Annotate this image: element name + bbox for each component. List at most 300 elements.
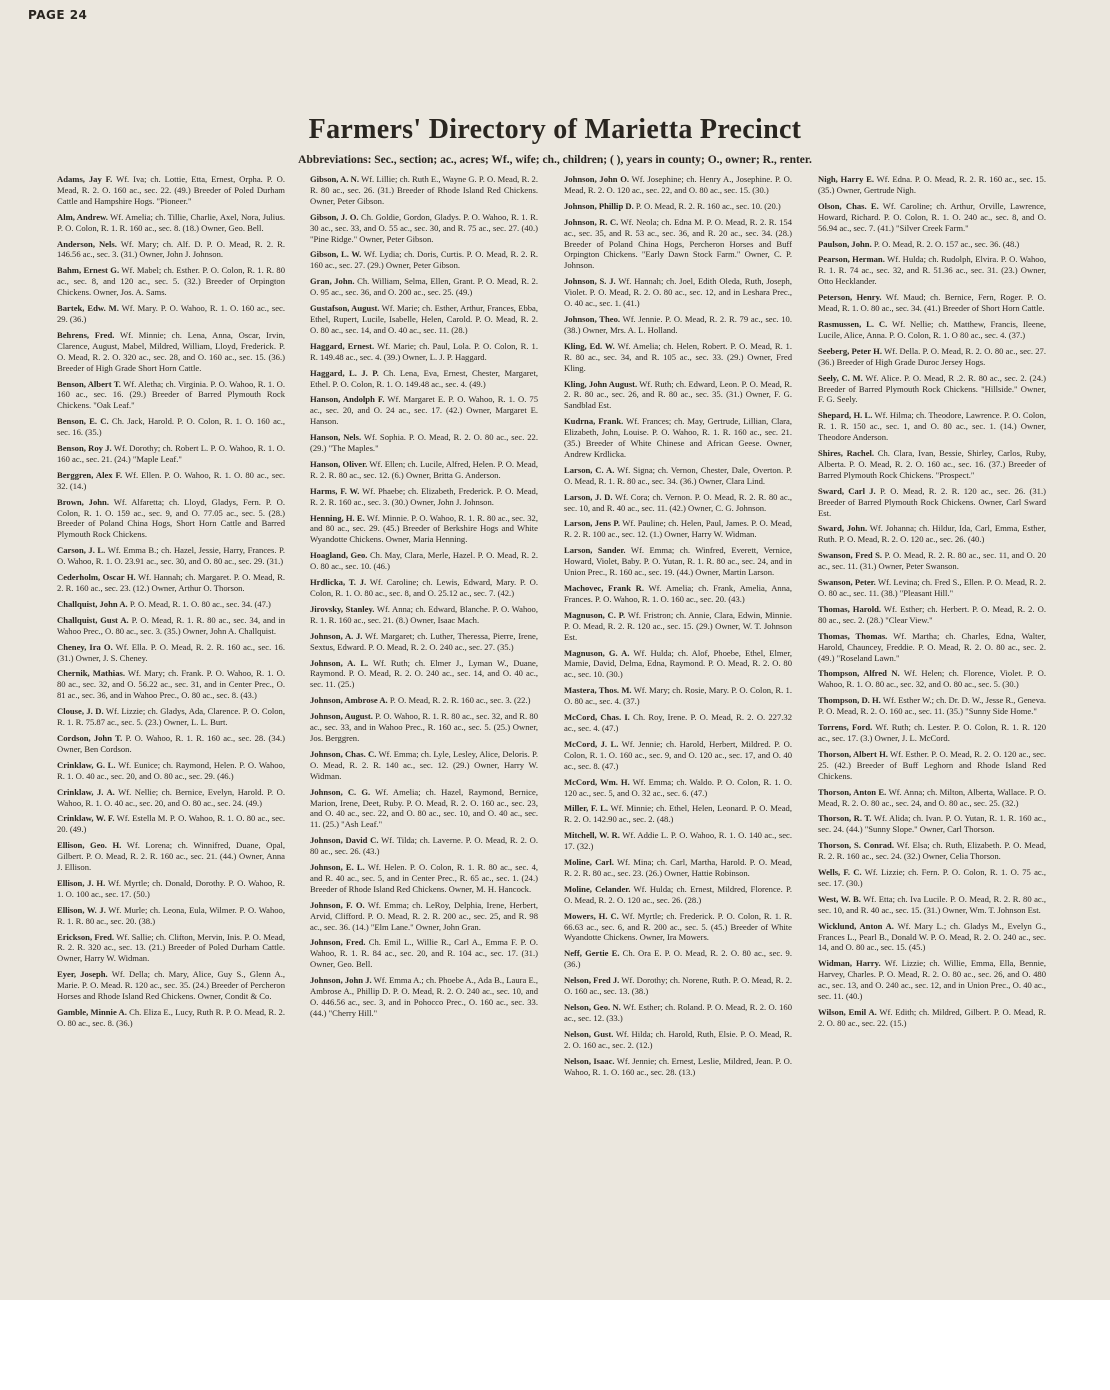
entry-details: P. O. Mead, R. 2. R. 80 ac., sec. 11, and O. 20 ac., sec. 11. (31.) Owner, Peter Swanson. bbox=[818, 550, 1046, 572]
directory-entry bbox=[564, 948, 792, 970]
entry-details: Wf. Emma; ch. Winfred, Everett, Vernice, Howard, Violet, Baby. P. O. Yutan, R. 1. R. 80 ac., sec. 24, and in Union Prec., R. 160 ac., sec. 19. (44.) Owner, Martin Larson. bbox=[564, 545, 793, 578]
entry-name: Alm, Andrew. bbox=[57, 211, 108, 222]
directory-entry bbox=[57, 760, 285, 782]
entry-name: Carson, J. L. bbox=[57, 545, 106, 556]
directory-entry bbox=[57, 932, 285, 965]
directory-entry bbox=[818, 254, 1046, 287]
entry-name: Benson, Roy J. bbox=[57, 443, 112, 454]
entry-name: Cederholm, Oscar H. bbox=[57, 572, 136, 583]
entry-name: Brown, John. bbox=[57, 496, 109, 507]
directory-entry bbox=[564, 276, 792, 309]
entry-name: Behrens, Fred. bbox=[57, 329, 115, 340]
entry-name: Johnson, R. C. bbox=[564, 216, 619, 227]
entry-name: Mastera, Thos. M. bbox=[564, 685, 632, 696]
directory-entry bbox=[57, 1007, 285, 1029]
entry-name: Hoagland, Geo. bbox=[310, 550, 368, 561]
directory-entry bbox=[564, 545, 792, 578]
directory-entry bbox=[310, 631, 538, 653]
entry-name: Hrdlicka, T. J. bbox=[310, 577, 367, 588]
directory-entry bbox=[818, 722, 1046, 744]
directory-column-2 bbox=[310, 174, 538, 1024]
entry-name: Nelson, Gust. bbox=[564, 1028, 614, 1039]
entry-details: Wf. Esther; ch. Roland. P. O. Mead, R. 2. O. 160 ac., sec. 12. (33.) bbox=[564, 1002, 792, 1023]
entry-details: Wf. Eunice; ch. Raymond, Helen. P. O. Wahoo, R. 1. O. 40 ac., sec. 20, and O. 80 ac., sec. 29. (46.) bbox=[57, 759, 285, 781]
directory-entry bbox=[818, 840, 1046, 862]
entry-details: Wf. Lillie; ch. Ruth E., Wayne G. P. O. Mead, R. 2. R. 80 ac., sec. 26. (31.) Breeder of Rhode Island Red Chickens. Owner, Peter Gibson. bbox=[310, 174, 538, 206]
entry-details: P. O. Mead, R. 1. R. 80 ac., sec. 34, and in Wahoo Prec., O. 80 ac., sec. 3. (35.) Owner, John A. Challquist. bbox=[57, 614, 286, 636]
entry-details: P. O. Mead, R. 2. R. 160 ac., sec. 3. (22.) bbox=[389, 695, 531, 706]
entry-name: Sward, Carl J. bbox=[818, 485, 876, 496]
entry-name: Johnson, David C. bbox=[310, 835, 379, 846]
entry-name: Thorson, Anton E. bbox=[818, 786, 887, 797]
entry-details: Wf. Amelia; ch. Helen, Robert. P. O. Mead, R. 1. R. 80 ac., sec. 34, and R. 105 ac., sec. 33. (29.) Owner, Fred Kling. bbox=[564, 340, 792, 373]
entry-details: Wf. Anna; ch. Milton, Alberta, Wallace. P. O. Mead, R. 2. O. 80 ac., sec. 24, and O. 80 ac., sec. 25. (32.) bbox=[818, 786, 1046, 808]
entry-details: Wf. Elsa; ch. Ruth, Elizabeth. P. O. Mead, R. 2. R. 160 ac., sec. 24. (32.) Owner, Celia Thorson. bbox=[818, 840, 1046, 862]
entry-details: Wf. Johanna; ch. Hildur, Ida, Carl, Emma, Esther, Ruth. P. O. Mead, R. 2. O. 120 ac., sec. 26. (40.) bbox=[818, 523, 1046, 545]
directory-entry bbox=[818, 668, 1046, 690]
directory-column-4 bbox=[818, 174, 1046, 1034]
entry-details: Wf. Iva; ch. Lottie, Etta, Ernest, Orpha. P. O. Mead, R. 2. O. 160 ac., sec. 22. (49.) Breeder of Poled Durham Cattle and Hampshire Hogs. "Pioneer." bbox=[57, 174, 285, 206]
entry-details: Wf. Esther; ch. Herbert. P. O. Mead, R. 2. O. 80 ac., sec. 2. (28.) "Clear View." bbox=[818, 603, 1046, 625]
entry-details: Ch. Eliza E., Lucy, Ruth R. P. O. Mead, R. 2. O. 80 ac., sec. 8. (36.) bbox=[57, 1007, 285, 1028]
entry-details: Wf. Amelia; ch. Frank, Amelia, Anna, Frances. P. O. Wahoo, R. 1. O. 160 ac., sec. 20. (43.) bbox=[564, 583, 792, 604]
entry-name: Neff, Gertie E. bbox=[564, 948, 620, 959]
directory-entry bbox=[818, 1007, 1046, 1029]
entry-details: Wf. Murle; ch. Leona, Eula, Wilmer. P. O. Wahoo, R. 1. R. 80 ac., sec. 20. (38.) bbox=[57, 904, 285, 926]
entry-details: Wf. Mary; ch. Rosie, Mary. P. O. Colon, R. 1. O. 80 ac., sec. 4. (37.) bbox=[564, 685, 793, 707]
entry-details: Wf. Cora; ch. Vernon. P. O. Mead, R. 2. R. 80 ac., sec. 10, and R. 40 ac., sec. 11. (42.) Owner, C. G. Johnson. bbox=[564, 491, 792, 513]
directory-entry bbox=[310, 862, 538, 895]
entry-details: Wf. Ella. P. O. Mead, R. 2. R. 160 ac., sec. 16. (31.) Owner, J. S. Cheney. bbox=[57, 641, 286, 663]
entry-details: P. O. Mead, R. 2. O. 157 ac., sec. 36. (48.) bbox=[873, 238, 1020, 249]
entry-details: Wf. Frances; ch. May, Gertrude, Lillian, Clara, Elizabeth, John, Louise. P. O. Wahoo, R. 1. R. 160 ac., sec. 21. (35.) Breeder of White Chinese and African Geese. Owner, Andrew Krdlicka. bbox=[564, 416, 793, 459]
entry-details: Wf. Jennie; ch. Harold, Herbert, Mildred. P. O. Colon, R. 1. O. 160 ac., sec. 9, and O. 120 ac., sec. 17, and O. 40 ac., sec. 8. (47.) bbox=[564, 738, 792, 771]
entry-details: Wf. Ruth; ch. Edward, Leon. P. O. Mead, R. 2. R. 80 ac., sec. 26, and R. 80 ac., sec. 35. (31.) Owner, F. G. Sandblad Est. bbox=[564, 378, 793, 411]
entry-name: West, W. B. bbox=[818, 893, 861, 904]
entry-details: Wf. Alida; ch. Ivan. P. O. Yutan, R. 1. R. 160 ac., sec. 24. (44.) "Sunny Slope." Owner, Carl Thorson. bbox=[818, 813, 1046, 835]
directory-entry bbox=[57, 969, 285, 1002]
entry-details: Wf. Hulda; ch. Alof, Phoebe, Ethel, Elmer, Mamie, David, Delma, Edna, Raymond. P. O. Mead, R. 2. O. 80 ac., sec. 10. (30.) bbox=[564, 647, 793, 680]
entry-details: Wf. Ellen; ch. Lucile, Alfred, Helen. P. O. Mead, R. 2. R. 80 ac., sec. 12. (6.) Owner, Britta G. Anderson. bbox=[310, 458, 538, 480]
directory-entry bbox=[564, 416, 792, 460]
entry-name: Thomas, Thomas. bbox=[818, 630, 888, 641]
entry-details: Wf. Esther W.; ch. Dr. D. W., Jesse R., Geneva. P. O. Mead, R. 2. O. 160 ac., sec. 11. (35.) "Sunny Side Home." bbox=[818, 695, 1047, 717]
entry-details: Wf. Signa; ch. Vernon, Chester, Dale, Overton. P. O. Mead, R. 1. R. 80 ac., sec. 34. (36.) Owner, Clara Lind. bbox=[564, 464, 792, 486]
entry-details: Wf. Margaret; ch. Luther, Theressa, Pierre, Irene, Sextus, Edward. P. O. Mead, R. 2. O. 240 ac., sec. 27. (35.) bbox=[310, 630, 538, 652]
entry-details: Wf. Emma; ch. Lyle, Lesley, Alice, Deloris. P. O. Mead, R. 2. R. 140 ac., sec. 12. (29.) Owner, Harry W. Widman. bbox=[310, 748, 538, 781]
directory-entry bbox=[310, 486, 538, 508]
entry-details: Wf. Alice. P. O. Mead, R .2. R. 80 ac., sec. 2. (24.) Breeder of Barred Plymouth Rock Chickens. "Hillside." Owner, F. G. Seely. bbox=[818, 372, 1046, 405]
entry-details: Wf. Mary. P. O. Wahoo, R. 1. O. 160 ac., sec. 29. (36.) bbox=[57, 303, 285, 324]
directory-entry bbox=[57, 878, 285, 900]
entry-name: Widman, Harry. bbox=[818, 958, 881, 969]
entry-name: Jirovsky, Stanley. bbox=[310, 603, 375, 614]
entry-name: Miller, F. L. bbox=[564, 803, 609, 814]
directory-entry bbox=[310, 658, 538, 691]
entry-name: Olson, Chas. E. bbox=[818, 200, 879, 211]
entry-name: Eyer, Joseph. bbox=[57, 969, 108, 980]
entry-details: Wf. Estella M. P. O. Wahoo, R. 1. O. 80 ac., sec. 20. (49.) bbox=[57, 813, 285, 835]
directory-entry bbox=[564, 884, 792, 906]
directory-entry bbox=[57, 642, 285, 664]
entry-details: Wf. Mabel; ch. Esther. P. O. Colon, R. 1. R. 80 ac., sec. 8, and 120 ac., sec. 5. (32.) Breeder of Orpington Chickens. Owner, Jos. A. Sams. bbox=[57, 265, 286, 298]
directory-entry bbox=[57, 497, 285, 541]
entry-name: Seeberg, Peter H. bbox=[818, 345, 883, 356]
directory-entry bbox=[310, 513, 538, 546]
entry-details: Wf. Mina; ch. Carl, Martha, Harold. P. O. Mead, R. 2. R. 80 ac., sec. 23. (26.) Owner, Hattie Robinson. bbox=[564, 857, 792, 878]
entry-details: Ch. Roy, Irene. P. O. Mead, R. 2. O. 227.32 ac., sec. 4. (47.) bbox=[564, 712, 792, 733]
directory-column-3 bbox=[564, 174, 792, 1082]
entry-name: McCord, J. L. bbox=[564, 738, 619, 749]
entry-details: Wf. Alfaretta; ch. Lloyd, Gladys, Fern. P. O. Colon, R. 1. O. 159 ac., sec. 9, and O. 77.05 ac., sec. 5. (28.) Breeder of Poland China Hogs, Short Horn Cattle and Barred Plymouth Rock Chickens. bbox=[57, 496, 285, 540]
entry-details: Wf. Minnie; ch. Lena, Anna, Oscar, Irvin, Clarence, August, Mabel, Mildred, William, Lloyd, Frederick. P. O. Mead, R. 2. O. 320 ac., sec. 28, and O. 160 ac., sec. 15. (36.) Breeder of High Grade Short Horn Cattle. bbox=[57, 329, 286, 373]
entry-details: Ch. Clara, Ivan, Bessie, Shirley, Carlos, Ruby, Alberta. P. O. Mead, R. 2. O. 160 ac., sec. 16. (37.) Breeder of Barred Plymouth Rock Chickens. "Prospect." bbox=[818, 448, 1046, 480]
directory-entry bbox=[564, 610, 792, 643]
entry-name: Wicklund, Anton A. bbox=[818, 920, 894, 931]
entry-name: Moline, Carl. bbox=[564, 857, 614, 868]
directory-entry bbox=[564, 830, 792, 852]
directory-entry bbox=[818, 486, 1046, 519]
entry-name: Larson, Jens P. bbox=[564, 518, 620, 529]
entry-name: Kudrna, Frank. bbox=[564, 416, 624, 427]
entry-name: Johnson, E. L. bbox=[310, 862, 365, 873]
entry-details: Wf. Phaebe; ch. Elizabeth, Frederick. P. O. Mead, R. 2. R. 160 ac., sec. 3. (30.) Owner, John J. Johnson. bbox=[310, 485, 539, 507]
directory-entry bbox=[310, 937, 538, 970]
entry-name: Moline, Celander. bbox=[564, 883, 631, 894]
entry-details: Wf. Addie L. P. O. Wahoo, R. 1. O. 140 ac., sec. 17. (32.) bbox=[564, 830, 792, 852]
entry-name: Larson, Sander. bbox=[564, 545, 626, 556]
entry-details: Wf. Jennie. P. O. Mead, R. 2. R. 79 ac., sec. 10. (38.) Owner, Mrs. A. L. Holland. bbox=[564, 313, 792, 335]
directory-entry bbox=[57, 706, 285, 728]
directory-entry bbox=[818, 523, 1046, 545]
directory-entry bbox=[564, 518, 792, 540]
directory-entry bbox=[564, 1029, 792, 1051]
entry-name: Magnuson, C. P. bbox=[564, 609, 626, 620]
entry-details: Wf. Hilda; ch. Harold, Ruth, Elsie. P. O. Mead, R. 2. O. 160 ac., sec. 2. (12.) bbox=[564, 1028, 793, 1050]
entry-name: Rasmussen, L. C. bbox=[818, 318, 888, 329]
entry-name: Bartek, Edw. M. bbox=[57, 303, 119, 314]
entry-name: Johnson, A. J. bbox=[310, 630, 363, 641]
entry-details: Wf. Marie; ch. Paul, Lola. P. O. Colon, R. 1. R. 149.48 ac., sec. 4. (39.) Owner, L. J. P. Haggard. bbox=[310, 340, 538, 362]
entry-name: Seely, C. M. bbox=[818, 372, 863, 383]
entry-name: Haggard, Ernest. bbox=[310, 340, 375, 351]
directory-entry bbox=[57, 265, 285, 298]
directory-entry bbox=[564, 583, 792, 605]
directory-entry bbox=[310, 711, 538, 744]
directory-entry bbox=[57, 379, 285, 412]
entry-name: Johnson, Fred. bbox=[310, 937, 366, 948]
entry-details: Wf. Neola; ch. Edna M. P. O. Mead, R. 2. R. 154 ac., sec. 35, and R. 53 ac., sec. 36, and R. 20 ac., sec. 34. (28.) Breeder of Poland China Hogs, Percheron Horses and Buff Orpington Chickens. "Early Dawn Stock Farm." Owner, C. P. Johnson. bbox=[564, 216, 792, 271]
entry-name: Paulson, John. bbox=[818, 238, 872, 249]
entry-details: Wf. Mary; ch. Alf. D. P. O. Mead, R. 2. R. 146.56 ac., sec. 3. (31.) Owner, John J. Johnson. bbox=[57, 238, 285, 260]
entry-name: Erickson, Fred. bbox=[57, 931, 115, 942]
directory-entry bbox=[818, 695, 1046, 717]
entry-name: Gibson, A. N. bbox=[310, 174, 360, 184]
directory-entry bbox=[57, 733, 285, 755]
directory-entry bbox=[310, 341, 538, 363]
entry-name: Peterson, Henry. bbox=[818, 292, 882, 303]
entry-name: Mowers, H. C. bbox=[564, 910, 619, 921]
directory-entry bbox=[564, 379, 792, 412]
directory-entry bbox=[310, 459, 538, 481]
directory-entry bbox=[310, 394, 538, 427]
entry-details: Ch. William, Selma, Ellen, Grant. P. O. Mead, R. 2. O. 95 ac., sec. 36, and O. 200 ac., sec. 25. (49.) bbox=[310, 276, 538, 298]
entry-name: Swanson, Fred S. bbox=[818, 550, 883, 561]
entry-name: Thorson, S. Conrad. bbox=[818, 840, 894, 851]
entry-details: Wf. Hulda; ch. Rudolph, Elvira. P. O. Wahoo, R. 1. R. 74 ac., sec. 32, and R. 51.36 ac., sec. 31. (23.) Owner, Otto Hecklander. bbox=[818, 254, 1046, 287]
directory-entry bbox=[310, 577, 538, 599]
directory-entry bbox=[57, 668, 285, 701]
entry-details: Wf. Mary; ch. Frank. P. O. Wahoo, R. 1. O. 80 ac., sec. 32, and O. 56.22 ac., sec. 31, and in Center Prec., O. 81 ac., sec. 36, and in Wahoo Prec., O. 80 ac., sec. 8. (43.) bbox=[57, 668, 285, 701]
directory-entry bbox=[818, 410, 1046, 443]
directory-entry bbox=[564, 803, 792, 825]
entry-name: Larson, J. D. bbox=[564, 491, 613, 502]
directory-entry bbox=[564, 314, 792, 336]
entry-name: Gibson, J. O. bbox=[310, 211, 359, 222]
directory-entry bbox=[57, 840, 285, 873]
entry-details: Wf. Etta; ch. Iva Lucile. P. O. Mead, R. 2. R. 80 ac., sec. 10, and R. 40 ac., sec. 15. (31.) Owner, Wm. T. Johnson Est. bbox=[818, 893, 1047, 915]
entry-details: Wf. Dorothy; ch. Robert L. P. O. Wahoo, R. 1. O. 160 ac., sec. 21. (24.) "Maple Leaf." bbox=[57, 443, 286, 464]
directory-entry bbox=[564, 712, 792, 734]
directory-entry bbox=[818, 550, 1046, 572]
entry-details: Wf. Hulda; ch. Ernest, Mildred, Florence. P. O. Mead, R. 2. O. 120 ac., sec. 26. (28.) bbox=[564, 883, 792, 905]
abbreviations-line: Abbreviations: Sec., section; ac., acres; Wf., wife; ch., children; ( ), years in county; O., owner; R., renter. bbox=[298, 154, 812, 166]
entry-name: Benson, Albert T. bbox=[57, 378, 121, 389]
entry-details: Ch. May, Clara, Merle, Hazel. P. O. Mead, R. 2. O. 80 ac., sec. 10. (46.) bbox=[310, 550, 538, 572]
entry-name: Ellison, W. J. bbox=[57, 904, 106, 915]
entry-details: Wf. Lizzie; ch. Gladys, Ada, Clarence. P. O. Colon, R. 1. R. 75.87 ac., sec. 5. (23.) Owner, L. L. Burt. bbox=[57, 706, 285, 728]
entry-name: Gran, John. bbox=[310, 276, 355, 287]
directory-entry bbox=[818, 867, 1046, 889]
directory-entry bbox=[57, 545, 285, 567]
entry-details: Wf. Marie; ch. Esther, Arthur, Frances, Ebba, Ethel, Rupert, Lucile, Isabelle, Helen, Carold. P. O. Mead, R. 2. O. 80 ac., sec. 14, and O. 40 ac., sec. 11. (28.) bbox=[310, 303, 538, 335]
entry-details: Wf. Amelia; ch. Hazel, Raymond, Bernice, Marion, Irene, Deet, Ruby. P. O. Mead, R. 2. O. 160 ac., sec. 23, and O. 40 ac., sec. 22, and O. 80 ac., sec. 10, and O. 40 ac., sec. 11. (25.) "Ash Leaf." bbox=[310, 786, 539, 830]
entry-details: Wf. Mary L.; ch. Gladys M., Evelyn G., Frances L., Pearl B., Donald W. P. O. Mead, R. 2. O. 240 ac., sec. 14, and O. 80 ac., sec. 15. (45.) bbox=[818, 920, 1047, 953]
entry-details: Wf. Josephine; ch. Henry A., Josephine. P. O. Mead, R. 2. O. 120 ac., sec. 22, and O. 80 ac., sec. 15. (30.) bbox=[564, 174, 792, 195]
directory-entry bbox=[564, 1002, 792, 1024]
directory-entry bbox=[310, 550, 538, 572]
entry-name: Johnson, C. G. bbox=[310, 786, 371, 797]
directory-entry bbox=[310, 212, 538, 245]
entry-details: Ch. Jack, Harold. P. O. Colon, R. 1. O. 160 ac., sec. 16. (35.) bbox=[57, 416, 286, 438]
directory-entry bbox=[57, 303, 285, 325]
entry-name: Kling, John August. bbox=[564, 378, 638, 389]
entry-name: Nigh, Harry E. bbox=[818, 174, 874, 184]
entry-details: Wf. Fristron; ch. Annie, Clara, Edwin, Minnie. P. O. Mead, R. 2. R. 120 ac., sec. 15. (29.) Owner, W. T. Johnson Est. bbox=[564, 609, 793, 642]
directory-entry bbox=[310, 432, 538, 454]
directory-entry bbox=[57, 572, 285, 594]
entry-name: Johnson, F. O. bbox=[310, 899, 365, 910]
directory-entry bbox=[564, 911, 792, 944]
entry-details: Ch. Emil L., Willie R., Carl A., Emma F. P. O. Wahoo, R. 1. R. 84 ac., sec. 20, and R. 104 ac., sec. 17. (31.) Owner, Geo. Bell. bbox=[310, 937, 538, 970]
directory-entry bbox=[564, 685, 792, 707]
entry-details: Ch. Lena, Eva, Ernest, Chester, Margaret, Ethel. P. O. Colon, R. 1. O. 149.48 ac., sec. 4. (49.) bbox=[310, 367, 538, 389]
directory-entry bbox=[310, 174, 538, 207]
entry-details: Wf. Martha; ch. Charles, Edna, Walter, Harold, Chauncey, Freddie. P. O. Mead, R. 2. O. 80 ac., sec. 2. (49.) "Roseland Lawn." bbox=[818, 630, 1046, 663]
directory-entry bbox=[57, 813, 285, 835]
entry-details: P. O. Wahoo, R. 1. R. 80 ac., sec. 32, and R. 80 ac., sec. 33, and in Wahoo Prec., R. 160 ac., sec. 5. (25.) Owner, Jos. Berggren. bbox=[310, 711, 539, 743]
entry-name: Clouse, J. D. bbox=[57, 706, 104, 717]
directory-entry bbox=[310, 604, 538, 626]
entry-details: Wf. Esther. P. O. Mead, R. 2. O. 120 ac., sec. 25. (42.) Breeder of Buff Leghorn and Rhode Island Red Chickens. bbox=[818, 748, 1047, 781]
page-title: Farmers' Directory of Marietta Precinct bbox=[308, 114, 802, 145]
entry-details: Wf. Maud; ch. Bernice, Fern, Roger. P. O. Mead, R. 1. O. 80 ac., sec. 34. (41.) Breeder of Short Horn Cattle. bbox=[818, 292, 1046, 314]
directory-entry bbox=[818, 346, 1046, 368]
entry-name: Machovec, Frank R. bbox=[564, 583, 645, 593]
entry-details: Wf. Amelia; ch. Tillie, Charlie, Axel, Nora, Julius. P. O. Colon, R. 1. R. 160 ac., sec. 8. (18.) Owner, Geo. Bell. bbox=[57, 211, 285, 233]
directory-entry bbox=[818, 749, 1046, 782]
entry-name: Torrens, Ford. bbox=[818, 722, 873, 733]
entry-name: Gamble, Minnie A. bbox=[57, 1007, 127, 1017]
entry-name: Thorson, R. T. bbox=[818, 813, 872, 824]
entry-details: Wf. Helen; ch. Florence, Violet. P. O. Wahoo, R. 1. O. 80 ac., sec. 32, and O. 80 ac., sec. 5. (30.) bbox=[818, 668, 1046, 690]
entry-name: Crinklaw, W. F. bbox=[57, 813, 115, 824]
directory-entry bbox=[818, 787, 1046, 809]
entry-name: Chernik, Mathias. bbox=[57, 668, 125, 679]
entry-details: Wf. Edith; ch. Mildred, Gilbert. P. O. Mead, R. 2. O. 80 ac., sec. 22. (15.) bbox=[818, 1007, 1046, 1028]
directory-entry bbox=[57, 787, 285, 809]
directory-entry bbox=[57, 239, 285, 261]
directory-entry bbox=[310, 303, 538, 336]
entry-name: Nelson, Geo. N. bbox=[564, 1002, 621, 1012]
entry-details: Wf. Minnie. P. O. Wahoo, R. 1. R. 80 ac., sec. 32, and 80 ac., sec. 29. (45.) Breeder of Berkshire Hogs and White Wyandotte Chickens. Owner, Maria Henning. bbox=[310, 512, 538, 545]
entry-name: Johnson, Ambrose A. bbox=[310, 695, 388, 706]
entry-details: Wf. Caroline; ch. Arthur, Orville, Lawrence, Howard, Richard. P. O. Colon, R. 1. O. 240 ac., sec. 8, and O. 56.94 ac., sec. 7. (41.) "Silver Creek Farm." bbox=[818, 200, 1046, 233]
entry-details: Wf. Lizzie; ch. Fern. P. O. Colon, R. 1. O. 75 ac., sec. 17. (30.) bbox=[818, 867, 1046, 888]
entry-name: Ellison, Geo. H. bbox=[57, 840, 122, 851]
entry-name: Hanson, Andolph F. bbox=[310, 394, 385, 405]
directory-entry bbox=[564, 465, 792, 487]
directory-entry bbox=[310, 900, 538, 933]
entry-details: Wf. Margaret E. P. O. Wahoo, R. 1. O. 75 ac., sec. 20, and O. 24 ac., sec. 17. (42.) Owner, Margaret E. Hanson. bbox=[310, 394, 538, 427]
directory-entry bbox=[818, 958, 1046, 1002]
directory-entry bbox=[57, 174, 285, 207]
entry-details: Wf. Aletha; ch. Virginia. P. O. Wahoo, R. 1. O. 160 ac., sec. 16. (29.) Breeder of Barred Plymouth Rock Chickens. "Oak Leaf." bbox=[57, 378, 285, 411]
entry-name: Johnson, Phillip D. bbox=[564, 200, 634, 211]
entry-name: Mitchell, W. R. bbox=[564, 830, 620, 841]
entry-details: Wf. Lorena; ch. Winnifred, Duane, Opal, Gilbert. P. O. Mead, R. 2. R. 160 ac., sec. 21. (44.) Owner, Anna J. Ellison. bbox=[57, 840, 285, 873]
directory-entry bbox=[564, 174, 792, 196]
entry-name: Johnson, S. J. bbox=[564, 276, 616, 287]
entry-details: Ch. Ora E. P. O. Mead, R. 2. O. 80 ac., sec. 9. (36.) bbox=[564, 948, 792, 970]
entry-name: Shepard, H. L. bbox=[818, 410, 873, 421]
entry-details: Wf. Lizzie; ch. Willie, Emma, Ella, Bennie, Harvey, Charles. P. O. Mead, R. 2. O. 80 ac., sec. 26, and O. 480 ac., sec. 13, and O. 240 ac., sec. 12, and in Union Prec., O. 40 ac., sec. 11. (40.) bbox=[818, 958, 1047, 1002]
directory-entry bbox=[564, 975, 792, 997]
entry-details: Ch. Goldie, Gordon, Gladys. P. O. Wahoo, R. 1. R. 30 ac., sec. 33, and O. 55 ac., sec. 30, and R. 75 ac., sec. 27. (40.) "Pine Ridge." Owner, Peter Gibson. bbox=[310, 211, 538, 244]
entry-name: Anderson, Nels. bbox=[57, 238, 117, 249]
entry-name: Pearson, Herman. bbox=[818, 254, 885, 265]
entry-name: Sward, John. bbox=[818, 523, 868, 534]
entry-name: Thompson, Alfred N. bbox=[818, 668, 900, 679]
entry-name: Cheney, Ira O. bbox=[57, 641, 113, 652]
entry-details: Wf. Minnie; ch. Ethel, Helen, Leonard. P. O. Mead, R. 2. O. 142.90 ac., sec. 2. (48.) bbox=[564, 803, 792, 825]
directory-entry bbox=[564, 201, 792, 212]
directory-entry bbox=[57, 443, 285, 465]
entry-details: Wf. Della; ch. Mary, Alice, Guy S., Glenn A., Marie. P. O. Mead. R. 120 ac., sec. 35. (24.) Breeder of Percheron Horses and Rhode Island Red Chickens. Owner, Condit & Co. bbox=[57, 969, 286, 1002]
directory-entry bbox=[818, 319, 1046, 341]
directory-entry bbox=[564, 492, 792, 514]
entry-details: Wf. Caroline; ch. Lewis, Edward, Mary. P. O. Colon, R. 1. O. 80 ac., sec. 8, and O. 25.12 ac., sec. 7. (42.) bbox=[310, 577, 538, 598]
directory-entry bbox=[310, 249, 538, 271]
entry-details: Wf. Myrtle; ch. Donald, Dorothy. P. O. Wahoo, R. 1. O. 100 ac., sec. 17. (50.) bbox=[57, 877, 285, 899]
directory-entry bbox=[57, 416, 285, 438]
entry-details: P. O. Wahoo, R. 1. R. 160 ac., sec. 28. (34.) Owner, Ben Cordson. bbox=[57, 732, 286, 754]
entry-name: Challquist, John A. bbox=[57, 598, 128, 609]
entry-name: Gustafson, August. bbox=[310, 303, 380, 314]
directory-entry bbox=[818, 239, 1046, 250]
entry-name: Johnson, Theo. bbox=[564, 313, 621, 324]
entry-name: Berggren, Alex F. bbox=[57, 469, 123, 480]
entry-details: Wf. Emma; ch. Waldo. P. O. Colon, R. 1. O. 120 ac., sec. 5, and O. 32 ac., sec. 6. (47.) bbox=[564, 776, 793, 798]
page-number: PAGE 24 bbox=[28, 8, 88, 22]
entry-name: Gibson, L. W. bbox=[310, 249, 362, 260]
entry-name: Johnson, Chas. C. bbox=[310, 748, 377, 759]
entry-details: P. O. Mead, R. 2. R. 120 ac., sec. 26. (31.) Breeder of Barred Plymouth Rock Chickens. Owner, Carl Sward Est. bbox=[818, 485, 1046, 518]
entry-details: P. O. Mead, R. 2. R. 160 ac., sec. 10. (20.) bbox=[635, 200, 781, 211]
entry-name: Kling, Ed. W. bbox=[564, 340, 615, 351]
entry-name: Nelson, Isaac. bbox=[564, 1055, 615, 1066]
entry-name: Hanson, Oliver. bbox=[310, 458, 368, 469]
entry-details: Wf. Myrtle; ch. Frederick. P. O. Colon, R. 1. R. 66.63 ac., sec. 6, and R. 200 ac., sec. 5. (45.) Breeder of White Wyandotte Chickens. Owner, Ira Mowers. bbox=[564, 910, 792, 943]
entry-details: Wf. Pauline; ch. Helen, Paul, James. P. O. Mead, R. 2. R. 100 ac., sec. 12. (1.) Owner, Harry W. Widman. bbox=[564, 518, 792, 540]
entry-name: Wilson, Emil A. bbox=[818, 1007, 877, 1017]
entry-details: Wf. Lydia; ch. Doris, Curtis. P. O. Mead, R. 2. R. 160 ac., sec. 27. (29.) Owner, Peter Gibson. bbox=[310, 249, 538, 271]
directory-entry bbox=[818, 373, 1046, 406]
directory-entry bbox=[310, 787, 538, 831]
entry-name: McCord, Wm. H. bbox=[564, 776, 630, 787]
entry-details: Wf. Ruth; ch. Lester. P. O. Colon, R. 1. R. 120 ac., sec. 17. (3.) Owner, J. L. McCord. bbox=[818, 722, 1046, 743]
directory-entry bbox=[818, 201, 1046, 234]
entry-details: Wf. Helen. P. O. Colon, R. 1. R. 80 ac., sec. 4, and R. 40 ac., sec. 5, and in Center Prec., R. 65 ac., sec. 1. (24.) Breeder of Rhode Island Red Chickens. Owner, M. H. Hancock. bbox=[310, 862, 539, 894]
directory-entry bbox=[310, 368, 538, 390]
entry-name: Challquist, Gust A. bbox=[57, 614, 129, 625]
entry-details: Wf. Dorothy; ch. Norene, Ruth. P. O. Mead, R. 2. O. 160 ac., sec. 13. (38.) bbox=[564, 975, 792, 997]
directory-entry bbox=[310, 835, 538, 857]
directory-entry bbox=[818, 292, 1046, 314]
directory-entry bbox=[818, 921, 1046, 954]
entry-name: Hanson, Nels. bbox=[310, 432, 362, 443]
entry-details: Wf. Hilma; ch. Theodore, Lawrence. P. O. Colon, R. 1. R. 150 ac., sec. 1, and O. 80 ac., sec. 1. (14.) Owner, Theodore Anderson. bbox=[818, 410, 1047, 443]
directory-entry bbox=[564, 777, 792, 799]
entry-details: Wf. Ellen. P. O. Wahoo, R. 1. O. 80 ac., sec. 32. (14.) bbox=[57, 469, 285, 491]
directory-entry bbox=[818, 813, 1046, 835]
entry-details: Wf. Nellie; ch. Matthew, Francis, Ileene, Lucile, Alice, Anna. P. O. Colon, R. 1. O 80 ac., sec. 4. (37.) bbox=[818, 318, 1047, 340]
entry-name: Thorson, Albert H. bbox=[818, 748, 888, 759]
directory-entry bbox=[564, 1056, 792, 1078]
entry-name: Cordson, John T. bbox=[57, 732, 123, 743]
entry-details: Wf. Emma A.; ch. Phoebe A., Ada B., Laura E., Ambrose A., Phillip D. P. O. Mead, R. 2. O. 240 ac., sec. 10, and O. 446.56 ac., sec. 3, and in Pohocco Prec., O. 160 ac., sec. 33. (44.) "Cherry Hill." bbox=[310, 975, 538, 1018]
directory-entry bbox=[818, 604, 1046, 626]
directory-entry bbox=[818, 631, 1046, 664]
directory-entry bbox=[818, 448, 1046, 481]
entry-details: Wf. Emma B.; ch. Hazel, Jessie, Harry, Frances. P. O. Wahoo, R. 1. O. 23.91 ac., sec. 30, and O. 80 ac., sec. 29. (31.) bbox=[57, 545, 285, 567]
directory-entry bbox=[310, 695, 538, 706]
entry-name: Crinklaw, G. L. bbox=[57, 759, 116, 770]
entry-details: Wf. Della. P. O. Mead, R. 2. O. 80 ac., sec. 27. (36.) Breeder of High Grade Duroc Jersey Hogs. bbox=[818, 345, 1046, 367]
entry-details: P. O. Mead, R. 1. O. 80 ac., sec. 34. (47.) bbox=[129, 598, 271, 609]
directory-entry bbox=[57, 212, 285, 234]
entry-name: Johnson, August. bbox=[310, 711, 373, 722]
entry-details: Wf. Hannah; ch. Joel, Edith Oleda, Ruth, Joseph, Violet. P. O. Mead, R. 2. O. 80 ac., sec. 12, and in Leshara Prec., O. 40 ac., sec. 1. (41.) bbox=[564, 276, 792, 309]
entry-name: Thompson, D. H. bbox=[818, 695, 881, 706]
directory-entry bbox=[564, 341, 792, 374]
bottom-margin bbox=[0, 1300, 1110, 1390]
entry-details: Wf. Hannah; ch. Margaret. P. O. Mead, R. 2. R. 160 ac., sec. 23. (12.) Owner, Arthur O. Thorson. bbox=[57, 572, 285, 593]
entry-name: Swanson, Peter. bbox=[818, 577, 876, 588]
entry-details: Wf. Nellie; ch. Bernice, Evelyn, Harold. P. O. Wahoo, R. 1. O. 40 ac., sec. 20, and O. 80 ac., sec. 24. (49.) bbox=[57, 786, 285, 808]
entry-details: Wf. Ruth; ch. Elmer J., Lyman W., Duane, Raymond. P. O. Mead, R. 2. O. 240 ac., sec. 14, and O. 40 ac., sec. 11. (25.) bbox=[310, 657, 539, 690]
entry-name: Johnson, John J. bbox=[310, 975, 372, 986]
